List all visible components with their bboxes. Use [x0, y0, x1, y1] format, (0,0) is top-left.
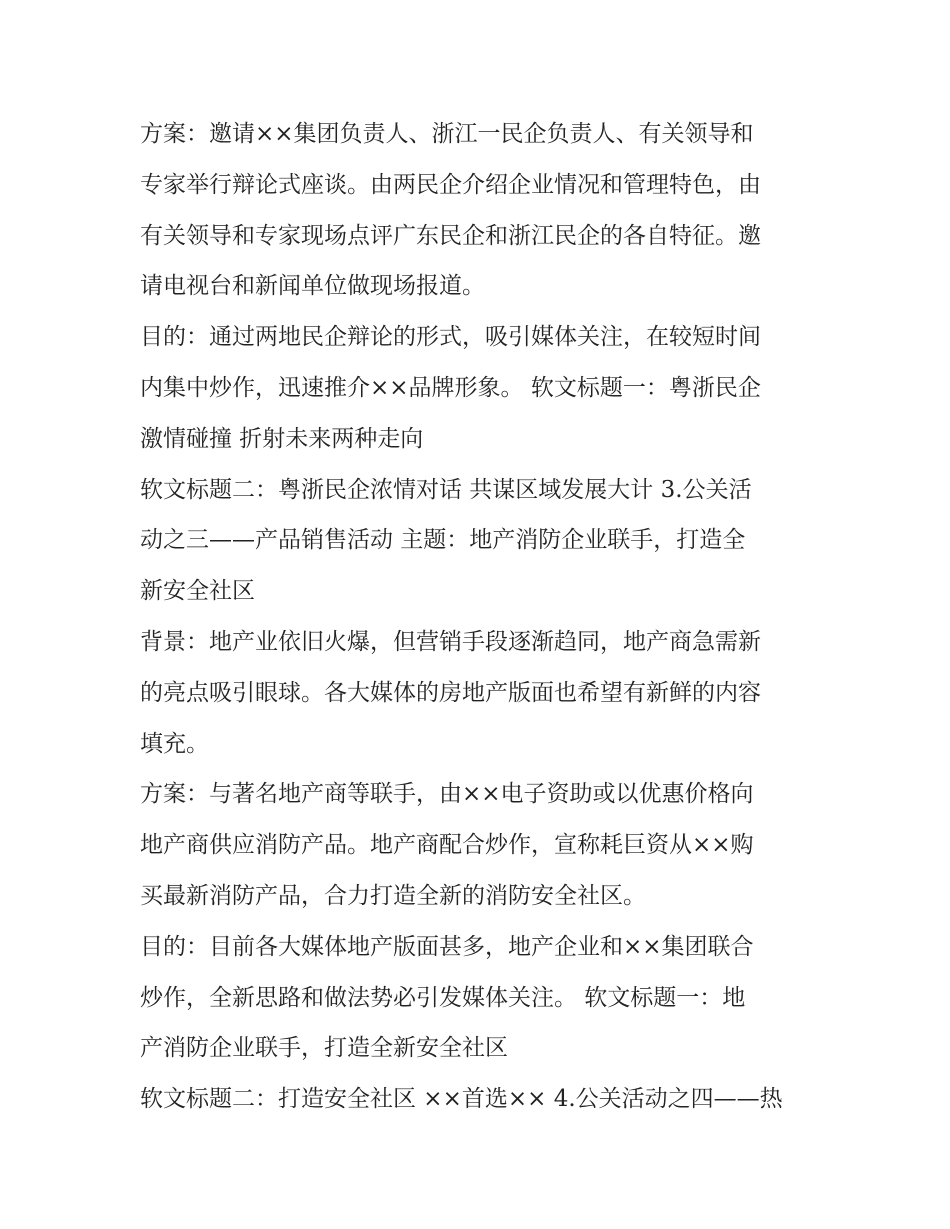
- text-line: 填充。: [140, 730, 209, 757]
- document-page: [140, 109, 820, 1125]
- text-line: 专家举行辩论式座谈。由两民企介绍企业情况和管理特色，由: [140, 171, 761, 198]
- text-line: 请电视台和新闻单位做现场报道。: [140, 273, 485, 300]
- text-line: 激情碰撞 折射未来两种走向: [140, 425, 424, 452]
- text-line: 方案：邀请××集团负责人、浙江一民企负责人、有关领导和: [140, 121, 754, 147]
- text-line: 炒作，全新思路和做法势必引发媒体关注。 软文标题一：地: [140, 984, 746, 1011]
- text-line: 方案：与著名地产商等联手，由××电子资助或以优惠价格向: [140, 781, 754, 808]
- text-line: 背景：地产业依旧火爆，但营销手段逐渐趋同，地产商急需新: [140, 628, 761, 655]
- text-line: 的亮点吸引眼球。各大媒体的房地产版面也希望有新鲜的内容: [140, 679, 761, 706]
- text-line: 有关领导和专家现场点评广东民企和浙江民企的各自特征。邀: [140, 222, 761, 249]
- text-line: 动之三——产品销售活动 主题：地产消防企业联手，打造全: [140, 527, 746, 554]
- text-line: 地产商供应消防产品。地产商配合炒作，宣称耗巨资从××购: [140, 832, 754, 859]
- text-line: 新安全社区: [140, 578, 255, 605]
- text-line: 软文标题二：打造安全社区 ××首选×× 4.公关活动之四——热: [140, 1086, 783, 1113]
- text-line: 软文标题二：粤浙民企浓情对话 共谋区域发展大计 3.公关活: [140, 476, 752, 503]
- text-line: 内集中炒作，迅速推介××品牌形象。 软文标题一：粤浙民企: [140, 374, 761, 401]
- text-line: 产消防企业联手，打造全新安全社区: [140, 1035, 508, 1062]
- text-line: 买最新消防产品，合力打造全新的消防安全社区。: [140, 882, 646, 909]
- text-line: 目的：通过两地民企辩论的形式，吸引媒体关注，在较短时间: [140, 324, 761, 351]
- text-line: 目的：目前各大媒体地产版面甚多，地产企业和××集团联合: [140, 933, 754, 960]
